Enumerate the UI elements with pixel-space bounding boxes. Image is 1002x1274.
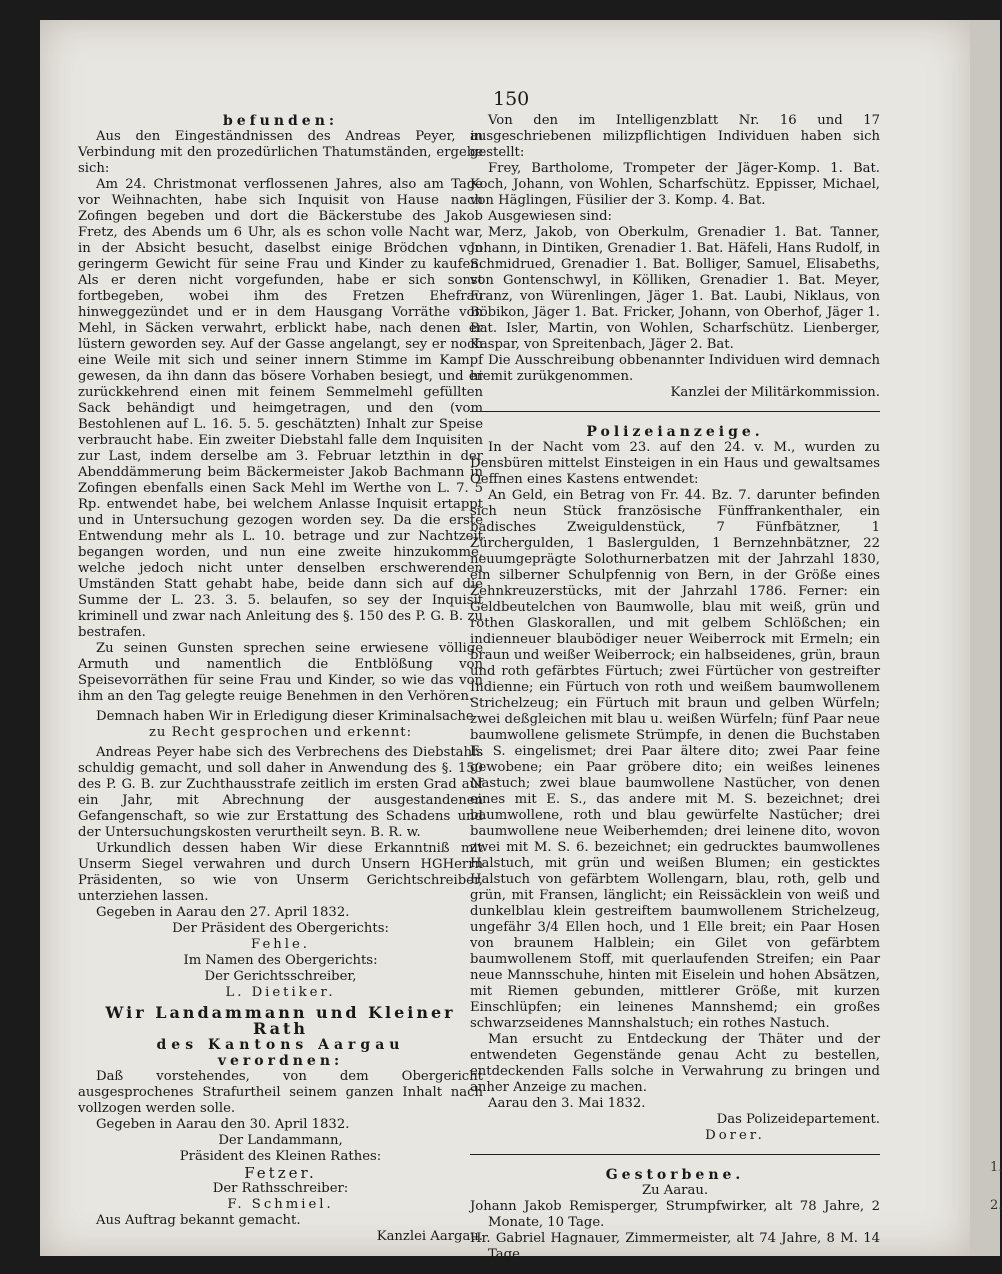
right-column <box>470 113 880 1263</box>
date-line: Gegeben in Aarau den 27. April 1832. <box>96 905 350 920</box>
paragraph: Am 24. Christmonat verflossenen Jahres, also am Tage vor Weihnachten, habe sich Inquisit von Hause nach Zofingen begeben und dort die Bäckerstube des Jakob Fretz, des Abends um 6 Uhr, als es schon volle Nacht war, in der Absicht besucht, daselbst einige Brödchen von geringerm Gewicht für seine Frau und Kinder zu kaufen. Als er deren nicht vorgefunden, habe er sich sonst fortbegeben, wobei ihm des Fretzen Ehefrau hinweggezündet und er in dem Hausgang Vorräthe von Mehl, in Säcken verwahrt, erblickt habe, nach denen er lüstern geworden sey. Auf der Gasse angelangt, sey er noch eine Weile mit sich und seiner innern Stimme im Kampf gewesen, da ihn dann das bösere Vorhaben besiegt, und er zurückkehrend einen mit feinem Semmelmehl gefüllten Sack behändigt und heimgetragen, und den (vom Bestohlenen auf L. 16. 5. 5. geschätzten) Inhalt zur Speise verbraucht habe. Ein zweiter Diebstahl falle dem Inquisiten zur Last, indem derselbe am 3. Februar letzthin in der Abenddämmerung beim Bäckermeister Jakob Bachmann in Zofingen ebenfalls einen Sack Mehl im Werthe von L. 7. 5 Rp. entwendet habe, bei welchem Anlasse Inquisit ertappt und in Untersuchung gezogen worden sey. Da die erste Entwendung mehr als L. 10. betrage und zur Nachtzeit begangen worden, und nun eine zweite hinzukomme, welche jedoch nicht unter denselben erschwerenden Umständen Statt gehabt habe, beide dann sich auf die Summe der L. 23. 3. 5. belaufen, so sey der Inquisit kriminell und zwar nach Anleitung des §. 150 des P. G. B. zu bestrafen. <box>78 177 483 640</box>
divider <box>470 411 880 412</box>
paragraph: Demnach haben Wir in Erledigung dieser Kriminalsache <box>96 709 474 724</box>
signature-name: Kanzlei Aargau. <box>376 1229 483 1244</box>
decree-subheading: verordnen: <box>217 1053 344 1069</box>
section-heading: Polizeianzeige. <box>586 424 764 440</box>
signature-line: Der Gerichtsschreiber, <box>204 969 357 984</box>
signature-name: F. Schmiel. <box>227 1197 334 1212</box>
paragraph: An Geld, ein Betrag von Fr. 44. Bz. 7. darunter befinden sich neun Stück französische Fünffrankenthaler, ein badisches Zweiguldenstück, 7 Fünfbätzner, 1 Zürchergulden, 1 Baslergulden, 1 Bernzehnbätzner, 22 neuumgeprägte Solothurnerbatzen mit der Jahrzahl 1830, ein silberner Schulpfennig von Bern, in der Größe eines Zehnkreuzerstücks, mit der Jahrzahl 1786. Ferner: ein Geldbeutelchen von Baumwolle, blau mit weiß, grün und rothen Glaskorallen, und mit gelbem Schlößchen; ein indienneuer blaubödiger neuer Weiberrock mit Ermeln; ein braun und weißer Weiberrock; ein halbseidenes, grün, braun und roth gefärbtes Fürtuch; zwei Fürtücher von gestreifter Indienne; ein Fürtuch von roth und weißem baumwollenem Strichelzeug; ein Fürtuch mit braun und gelben Würfeln; zwei deßgleichen mit blau u. weißen Würfeln; fünf Paar neue baumwollene gelismete Strümpfe, in denen die Buchstaben E. S. eingelismet; drei Paar ältere dito; zwei Paar feine gewobene; ein Paar gröbere dito; ein weißes leinenes Nastuch; zwei blaue baumwollene Nastücher, von denen eines mit E. S., das andere mit M. S. bezeichnet; drei baumwollene, roth und blau gewürfelte Nastücher; drei baumwollene neue Weiberhemden; drei leinene dito, wovon zwei mit M. S. 6. bezeichnet; ein gedrucktes baumwollenes Halstuch, mit grün und weißen Blumen; ein gesticktes Halstuch von gefärbtem Wollengarn, blau, roth, gelb und grün, mit Fransen, länglicht; ein Reissäcklein von weiß und dunkelblau klein gestreiftem baumwollenem Strichelzeug, ungefähr 3/4 Ellen hoch, und 1 Elle breit; ein Paar Hosen von braunem Halblein; ein Gilet von gefärbtem baumwollenem Stoff, mit querlaufenden Streifen; ein Paar neue Mannsschuhe, hinten mit Eiselein und hohen Absätzen, mit Riemen gebunden, mittlerer Größe, mit kurzen Einschlüpfen; ein leinenes Mannshemd; ein großes schwarzseidenes Mannshalstuch; ein rothes Nastuch. <box>470 488 880 1031</box>
signature-line: Präsident des Kleinen Rathes: <box>179 1149 382 1164</box>
divider <box>470 1154 880 1155</box>
paragraph: Zu seinen Gunsten sprechen seine erwiesene völlige Armuth und namentlich die Entblößung von Speisevorräthen für seine Frau und Kinder, so wie das von ihm an den Tag gelegte reuige Benehmen in den Verhören. <box>78 641 483 704</box>
signature-name: Fehle. <box>251 937 310 952</box>
adjacent-page-edge <box>970 20 1000 1256</box>
signature-line: Der Rathsschreiber: <box>212 1181 349 1196</box>
death-notice: Johann Jakob Remisperger, Strumpfwirker, alt 78 Jahre, 2 Monate, 10 Tage. <box>470 1199 880 1230</box>
decree-heading: Wir Landammann und Kleiner Rath <box>105 1003 456 1038</box>
paragraph: Merz, Jakob, von Oberkulm, Grenadier 1. Bat. Tanner, Johann, in Dintiken, Grenadier 1. Bat. Häfeli, Hans Rudolf, in Schmidrued, Grenadier 1. Bat. Bolliger, Samuel, Elisabeths, von Gontenschwyl, in Kölliken, Grenadier 1. Bat. Meyer, Franz, von Würenlingen, Jäger 1. Bat. Laubi, Niklaus, von Böbikon, Jäger 1. Bat. Fricker, Johann, von Oberhof, Jäger 1. Bat. Isler, Martin, von Wohlen, Scharfschütz. Lienberger, Kaspar, von Spreitenbach, Jäger 2. Bat. <box>470 225 880 352</box>
left-column <box>78 113 483 1245</box>
decree-subheading: des Kantons Aargau <box>156 1037 405 1053</box>
edge-text: 2. <box>990 1198 1002 1213</box>
paragraph: Ausgewiesen sind: <box>488 209 612 224</box>
edge-text: 1. <box>990 1160 1002 1175</box>
date-line: Gegeben in Aarau den 30. April 1832. <box>96 1117 350 1132</box>
page-number: 150 <box>493 88 530 110</box>
subheading: Zu Aarau. <box>641 1183 709 1198</box>
signature-line: Der Landammann, <box>218 1133 343 1148</box>
signature-line: Das Polizeidepartement. <box>716 1112 880 1127</box>
signature-name: Fetzer. <box>244 1164 317 1182</box>
paragraph: Man ersucht zu Entdeckung der Thäter und der entwendeten Gegenstände genau Acht zu bestellen, entdeckenden Falls solche in Verwahrung zu bringen und anher Anzeige zu machen. <box>470 1032 880 1095</box>
paragraph: Aus den Eingeständnissen des Andreas Peyer, in Verbindung mit den prozedürlichen Thatumständen, ergebe sich: <box>78 129 483 176</box>
signature-name: Dorer. <box>705 1128 765 1143</box>
section-heading: befunden: <box>222 113 339 129</box>
signature-name: L. Dietiker. <box>225 985 336 1000</box>
death-notice: Hr. Gabriel Hagnauer, Zimmermeister, alt 74 Jahre, 8 M. 14 Tage. <box>470 1231 880 1262</box>
paragraph: Andreas Peyer habe sich des Verbrechens des Diebstahls schuldig gemacht, und soll daher in Anwendung des §. 150 des P. G. B. zur Zuchthausstrafe zeitlich im ersten Grad auf ein Jahr, mit Abrechnung der ausgestandenen Gefangenschaft, so wie zur Erstattung des Schadens und der Untersuchungskosten verurtheilt seyn. B. R. w. <box>78 745 483 840</box>
paragraph: Von den im Intelligenzblatt Nr. 16 und 17 ausgeschriebenen milizpflichtigen Individuen haben sich gestellt: <box>470 113 880 160</box>
paragraph: Die Ausschreibung obbenannter Individuen wird demnach hiemit zurükgenommen. <box>470 353 880 384</box>
paragraph: Frey, Bartholome, Trompeter der Jäger-Komp. 1. Bat. Koch, Johann, von Wohlen, Scharfschütz. Eppisser, Michael, von Häglingen, Füsilier der 3. Komp. 4. Bat. <box>470 161 880 208</box>
paragraph: Urkundlich dessen haben Wir diese Erkanntniß mit Unserm Siegel verwahren und durch Unsern HGHerrn Präsidenten, so wie von Unserm Gerichtschreiber, unterziehen lassen. <box>78 841 483 904</box>
date-line: Aarau den 3. Mai 1832. <box>488 1096 646 1111</box>
signature-line: Im Namen des Obergerichts: <box>183 953 378 968</box>
verdict-heading: zu Recht gesprochen und erkennt: <box>148 725 413 740</box>
paragraph: Daß vorstehendes, von dem Obergericht ausgesprochenes Strafurtheil seinem ganzen Inhalt nach vollzogen werden solle. <box>78 1069 483 1116</box>
signature-name: Kanzlei der Militärkommission. <box>670 385 880 400</box>
signature-line: Der Präsident des Obergerichts: <box>172 921 389 936</box>
section-heading: Gestorbene. <box>605 1167 745 1183</box>
paragraph: Aus Auftrag bekannt gemacht. <box>96 1213 301 1228</box>
paragraph: In der Nacht vom 23. auf den 24. v. M., wurden zu Densbüren mittelst Einsteigen in ein Haus und gewaltsames Oeffnen eines Kastens entwendet: <box>470 440 880 487</box>
